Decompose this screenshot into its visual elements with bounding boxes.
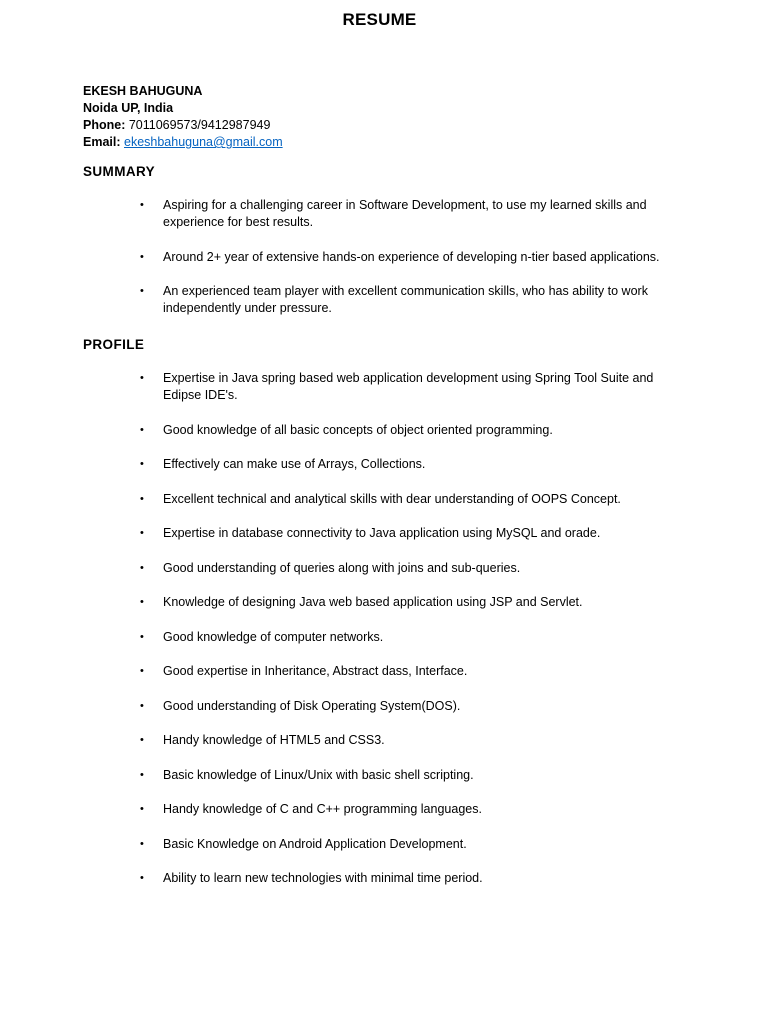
list-item bbox=[140, 870, 676, 887]
list-item bbox=[140, 836, 676, 853]
bullet-icon: • bbox=[140, 665, 144, 677]
document-title: RESUME bbox=[342, 10, 417, 29]
phone-label: Phone: bbox=[83, 118, 126, 132]
bullet-icon: • bbox=[140, 768, 144, 781]
profile-bullet-text: Good knowledge of all basic concepts of object oriented programming. bbox=[163, 422, 553, 437]
bullet-icon: • bbox=[140, 372, 144, 384]
list-item bbox=[140, 560, 676, 577]
profile-bullet-text: Effectively can make use of Arrays, Collections. bbox=[163, 457, 426, 471]
profile-bullet-text: Expertise in database connectivity to Java application using MySQL and orade. bbox=[163, 526, 601, 540]
summary-bullet-text: Around 2+ year of extensive hands-on experience of developing n-tier based applications. bbox=[163, 249, 660, 264]
list-item bbox=[140, 594, 676, 611]
summary-heading: SUMMARY bbox=[83, 164, 156, 179]
bullet-icon: • bbox=[140, 285, 144, 297]
bullet-icon: • bbox=[140, 527, 144, 539]
bullet-icon: • bbox=[140, 872, 144, 884]
list-item bbox=[140, 767, 676, 784]
summary-bullet-text: Aspiring for a challenging career in Software Development, to use my learned skills and experience for best results. bbox=[163, 198, 647, 229]
bullet-icon: • bbox=[140, 458, 144, 470]
profile-bullet-text: Handy knowledge of C and C++ programming languages. bbox=[163, 802, 482, 816]
list-item bbox=[140, 801, 676, 818]
profile-bullet-text: Good expertise in Inheritance, Abstract dass, Interface. bbox=[163, 664, 468, 678]
list-item bbox=[140, 456, 676, 473]
list-item bbox=[140, 732, 676, 749]
bullet-icon: • bbox=[140, 803, 144, 815]
bullet-icon: • bbox=[140, 423, 144, 436]
profile-bullet-text: Good understanding of queries along with joins and sub-queries. bbox=[163, 560, 521, 575]
bullet-icon: • bbox=[140, 199, 144, 211]
bullet-icon: • bbox=[140, 734, 144, 746]
profile-bullet-text: Ability to learn new technologies with minimal time period. bbox=[163, 871, 483, 885]
bullet-icon: • bbox=[140, 699, 144, 712]
profile-list bbox=[83, 370, 676, 887]
profile-bullet-text: Good understanding of Disk Operating System(DOS). bbox=[163, 698, 461, 713]
list-item bbox=[140, 525, 676, 542]
list-item bbox=[140, 249, 676, 266]
list-item bbox=[140, 370, 676, 404]
contact-location: Noida UP, India bbox=[83, 101, 174, 115]
list-item bbox=[140, 491, 676, 508]
list-item bbox=[140, 698, 676, 715]
contact-name: EKESH BAHUGUNA bbox=[83, 84, 203, 98]
profile-heading: PROFILE bbox=[83, 337, 145, 352]
profile-bullet-text: Excellent technical and analytical skills with dear understanding of OOPS Concept. bbox=[163, 491, 621, 506]
email-link[interactable]: ekeshbahuguna@gmail.com bbox=[124, 135, 283, 149]
list-item bbox=[140, 422, 676, 439]
profile-bullet-text: Expertise in Java spring based web application development using Spring Tool Suite and Edipse IDE's. bbox=[163, 371, 654, 402]
bullet-icon: • bbox=[140, 250, 144, 263]
list-item bbox=[140, 663, 676, 680]
profile-bullet-text: Basic Knowledge on Android Application Development. bbox=[163, 836, 467, 851]
bullet-icon: • bbox=[140, 492, 144, 505]
profile-bullet-text: Basic knowledge of Linux/Unix with basic shell scripting. bbox=[163, 767, 474, 782]
list-item bbox=[140, 283, 676, 317]
profile-bullet-text: Handy knowledge of HTML5 and CSS3. bbox=[163, 733, 385, 747]
bullet-icon: • bbox=[140, 561, 144, 574]
summary-bullet-text: An experienced team player with excellent communication skills, who has ability to work independently under pressure. bbox=[163, 284, 648, 315]
bullet-icon: • bbox=[140, 596, 144, 608]
bullet-icon: • bbox=[140, 630, 144, 643]
list-item bbox=[140, 197, 676, 231]
contact-email-line bbox=[83, 134, 676, 151]
contact-phone-line bbox=[83, 117, 676, 134]
contact-block bbox=[83, 83, 676, 151]
profile-bullet-text: Good knowledge of computer networks. bbox=[163, 629, 384, 644]
profile-bullet-text: Knowledge of designing Java web based application using JSP and Servlet. bbox=[163, 595, 583, 609]
summary-list bbox=[83, 197, 676, 317]
list-item bbox=[140, 629, 676, 646]
phone-value: 7011069573/9412987949 bbox=[128, 118, 271, 132]
email-label: Email: bbox=[83, 135, 121, 149]
bullet-icon: • bbox=[140, 837, 144, 850]
